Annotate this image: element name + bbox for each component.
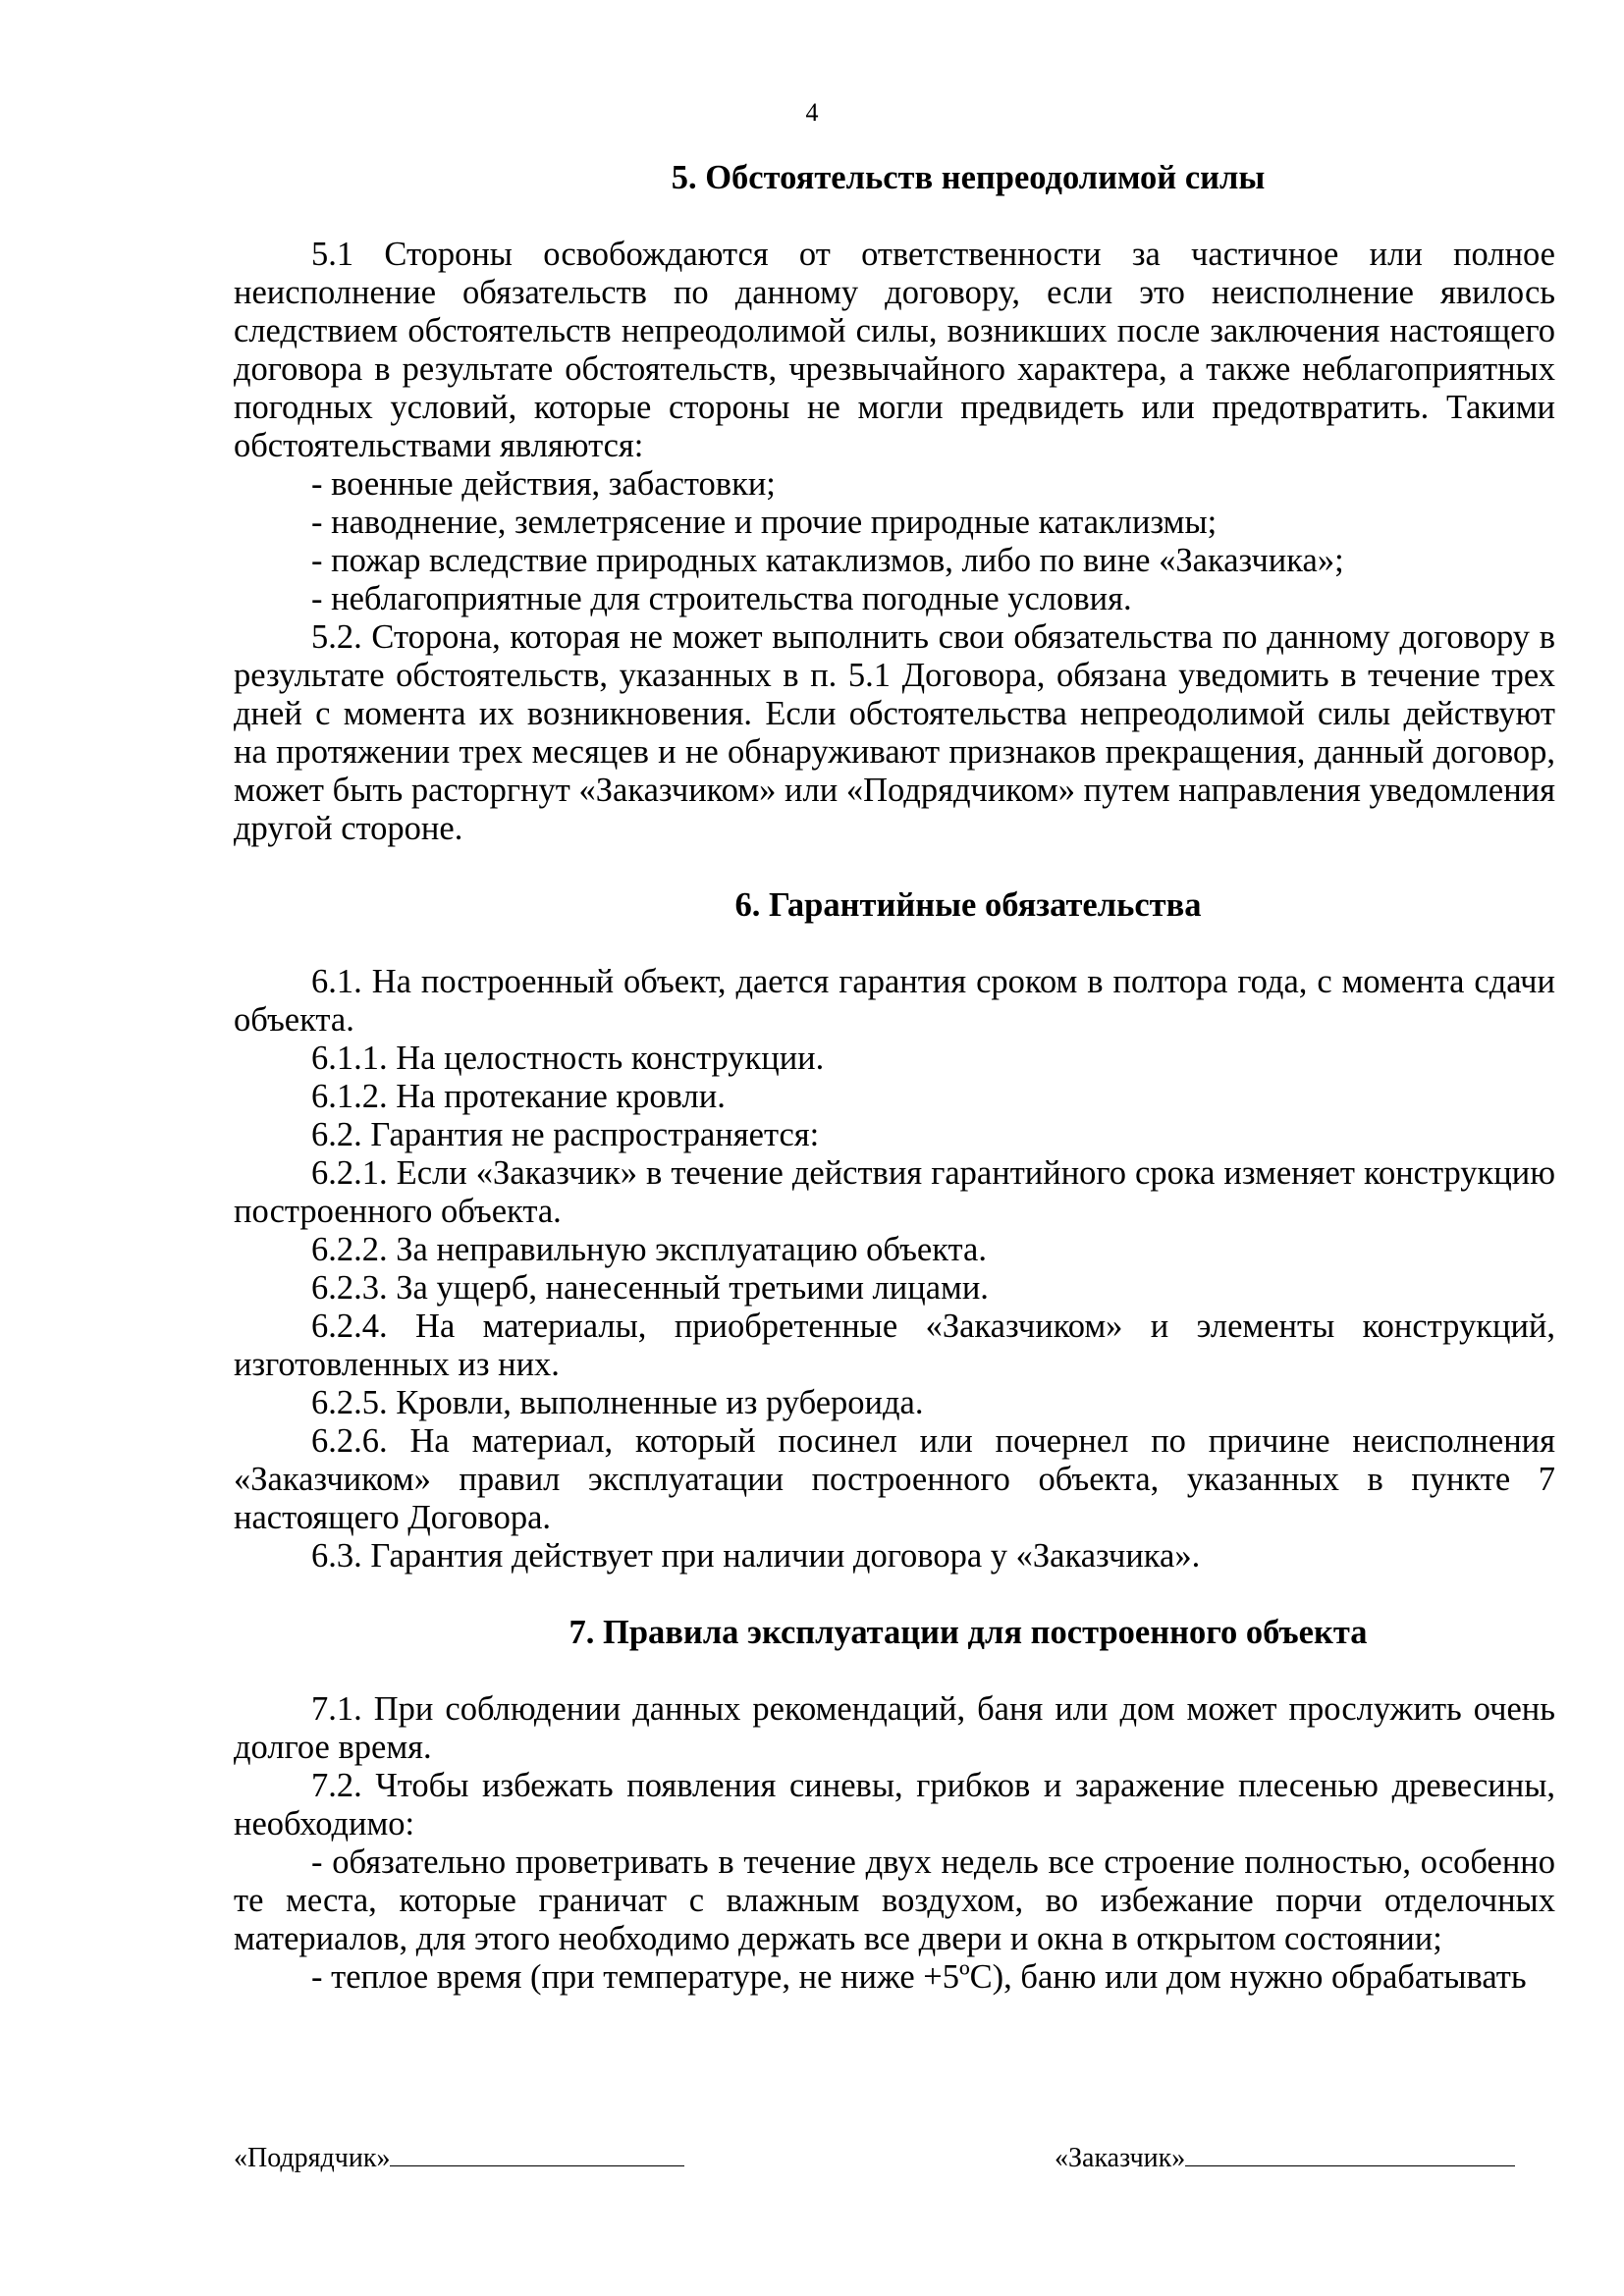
section-operation-rules <box>234 1614 1555 1997</box>
page-number: 4 <box>805 98 819 127</box>
contractor-signature-line <box>390 2142 684 2166</box>
paragraph: 6.3. Гарантия действует при наличии договора у «Заказчика». <box>311 1537 1201 1575</box>
paragraph: 6.2.3. За ущерб, нанесенный третьими лицами. <box>311 1269 989 1307</box>
paragraph: 7.2. Чтобы избежать появления синевы, грибков и заражение плесенью древесины, необходимо: <box>234 1767 1555 1842</box>
section-force-majeure <box>234 159 1555 848</box>
section-warranty <box>234 886 1555 1575</box>
customer-signature <box>1055 2142 1515 2174</box>
section-heading: 7. Правила эксплуатации для построенного объекта <box>568 1614 1368 1651</box>
list-item: - пожар вследствие природных катаклизмов, либо по вине «Заказчика»; <box>311 542 1344 579</box>
paragraph: 6.2.2. За неправильную эксплуатацию объекта. <box>311 1231 987 1268</box>
section-heading: 5. Обстоятельств непреодолимой силы <box>671 159 1266 196</box>
paragraph: 6.1.1. На целостность конструкции. <box>311 1040 825 1077</box>
paragraph: 6.2.1. Если «Заказчик» в течение действия гарантийного срока изменяет конструкцию построенного объекта. <box>234 1154 1555 1230</box>
paragraph: 5.2. Сторона, которая не может выполнить свои обязательства по данному договору в результате обстоятельств, указанных в п. 5.1 Договора, обязана уведомить в течение трех дней с момента их возникновения. Если обстоятельства непреодолимой силы действуют на протяжении трех месяцев и не обнаруживают признаков прекращения, данный договор, может быть расторгнут «Заказчиком» или «Подрядчиком» путем направления уведомления другой стороне. <box>234 618 1555 847</box>
paragraph: 7.1. При соблюдении данных рекомендаций, баня или дом может прослужить очень долгое время. <box>234 1690 1555 1766</box>
document-body <box>234 159 1555 1997</box>
customer-label: «Заказчик» <box>1055 2143 1186 2173</box>
paragraph: 6.2.5. Кровли, выполненные из рубероида. <box>311 1384 924 1421</box>
paragraph: 6.1.2. На протекание кровли. <box>311 1078 726 1115</box>
paragraph: 6.2. Гарантия не распространяется: <box>311 1116 820 1153</box>
list-item: - военные действия, забастовки; <box>311 465 776 503</box>
paragraph: 5.1 Стороны освобождаются от ответственности за частичное или полное неисполнение обязательств по данному договору, если это неисполнение явилось следствием обстоятельств непреодолимой силы, возникших после заключения настоящего договора в результате обстоятельств, чрезвычайного характера, а также неблагоприятных погодных условий, которые стороны не могли предвидеть или предотвратить. Такими обстоятельствами являются: <box>234 236 1555 464</box>
paragraph: 6.1. На построенный объект, дается гарантия сроком в полтора года, с момента сдачи объекта. <box>234 963 1555 1039</box>
list-item: - наводнение, землетрясение и прочие природные катаклизмы; <box>311 504 1218 541</box>
list-item: - неблагоприятные для строительства погодные условия. <box>311 580 1132 617</box>
list-item: - теплое время (при температуре, не ниже +5ºС), баню или дом нужно обрабатывать <box>311 1958 1527 1996</box>
paragraph: 6.2.4. На материалы, приобретенные «Заказчиком» и элементы конструкций, изготовленных из них. <box>234 1308 1555 1383</box>
customer-signature-line <box>1185 2142 1515 2166</box>
paragraph: 6.2.6. На материал, который посинел или почернел по причине неисполнения «Заказчиком» правил эксплуатации построенного объекта, указанных в пункте 7 настоящего Договора. <box>234 1422 1555 1536</box>
contractor-label: «Подрядчик» <box>234 2143 391 2173</box>
list-item: - обязательно проветривать в течение двух недель все строение полностью, особенно те места, которые граничат с влажным воздухом, во избежание порчи отделочных материалов, для этого необходимо держать все двери и окна в открытом состоянии; <box>234 1843 1555 1957</box>
contractor-signature <box>234 2142 684 2174</box>
section-heading: 6. Гарантийные обязательства <box>734 886 1202 924</box>
